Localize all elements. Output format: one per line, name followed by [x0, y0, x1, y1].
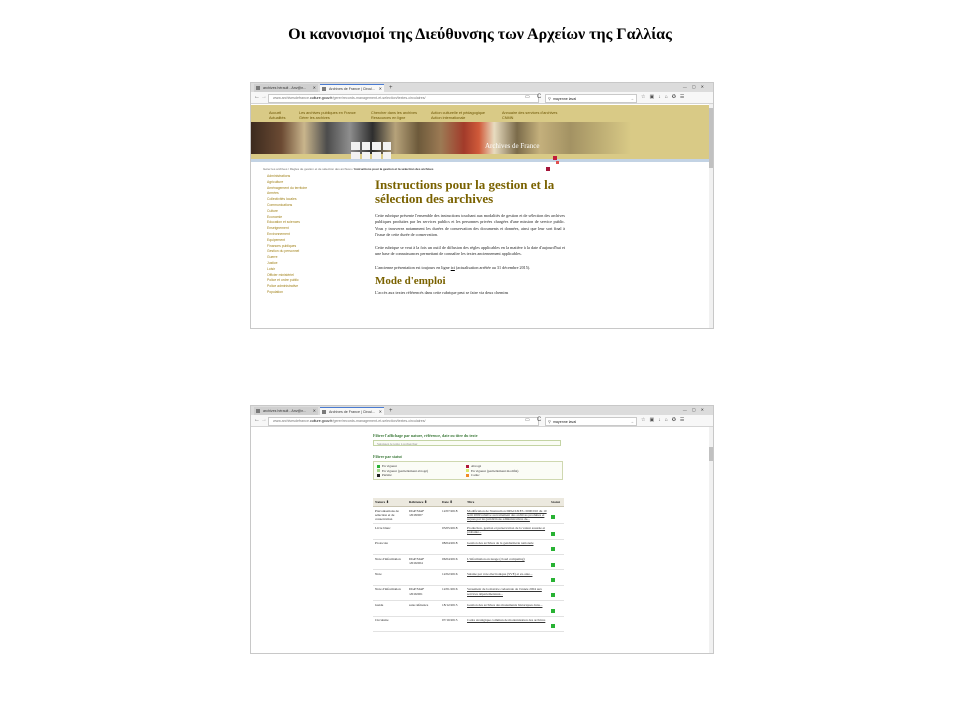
status-color-icon: [377, 465, 380, 468]
slide-title: Οι κανονισμοί της Διεύθυνσης των Αρχείων της Γαλλίας: [288, 26, 672, 43]
column-header-nature[interactable]: Nature ⬍: [373, 498, 407, 507]
sidebar-item[interactable]: Gestion du personnel: [267, 249, 300, 254]
table-row: Guide sans référence 18/12/2015 Gestion des archives des monuments historiques dans...: [373, 601, 564, 616]
search-go-icon[interactable]: →: [630, 418, 634, 424]
instruction-title-link[interactable]: Gestion des archives de la gendarmerie nationale: [465, 539, 549, 554]
new-tab-button[interactable]: +: [389, 408, 393, 414]
header-bottom-strip: [251, 159, 709, 162]
instruction-title-link[interactable]: Production, gestion et préservation de la valeur assurée et probante...: [465, 524, 549, 539]
search-bar[interactable]: ⚲ mayenne laval →: [545, 94, 637, 103]
status-en-vigueur-icon: [551, 578, 555, 582]
tab-bar: [251, 83, 713, 92]
column-header-reference[interactable]: Référence ⬍: [407, 498, 440, 507]
browser-screenshot-1: [250, 82, 714, 329]
menu-column-3[interactable]: Chercher dans les archives Ressources en ligne: [371, 111, 418, 120]
status-option-abroge[interactable]: Abrogé: [466, 464, 481, 469]
menu-column-5[interactable]: Annuaire des services d'archives CNMN: [502, 111, 558, 120]
instructions-table: [373, 498, 564, 632]
sidebar-item[interactable]: Aménagement du territoire: [267, 185, 308, 190]
search-go-icon[interactable]: →: [630, 95, 634, 101]
sidebar-item[interactable]: Officier ministériel: [267, 272, 294, 277]
menu-column-2[interactable]: Les archives publiques en France Gérer les archives: [299, 111, 356, 120]
table-row: Circulaire 07/10/2015 Cadre stratégique commun de modernisation des archives: [373, 616, 564, 631]
window-controls[interactable]: —▢✕: [682, 84, 709, 89]
status-en-vigueur-icon: [551, 532, 555, 536]
table-row: Note d'information DGP/SIAF /2016/004 06/04/2016 L'information en nuage (cloud computing): [373, 555, 564, 570]
status-color-icon: [377, 474, 380, 477]
main-content: [375, 178, 565, 296]
status-color-icon: [466, 465, 469, 468]
column-header-titre[interactable]: Titre: [465, 498, 549, 507]
status-en-vigueur-icon: [551, 593, 555, 597]
menu-column-1[interactable]: Accueil Actualités: [269, 111, 286, 120]
back-button[interactable]: ←: [254, 94, 260, 100]
table-row: Protocole 08/04/2018 Gestion des archives de la gendarmerie nationale: [373, 539, 564, 554]
sidebar-item[interactable]: Guerre: [267, 255, 278, 260]
old-version-link[interactable]: ici: [450, 264, 455, 270]
browser-tab-archives-herault[interactable]: archives hérault - Anv@n... ✕: [254, 84, 318, 92]
filter-title: Filtrer l'affichage par nature, référence, date ou titre du texte: [373, 433, 478, 438]
search-icon: ⚲: [548, 95, 551, 101]
status-option-en-vigueur[interactable]: En vigueur: [377, 464, 397, 469]
sidebar-item[interactable]: Police administrative: [267, 284, 299, 289]
sidebar-item[interactable]: Equipement: [267, 237, 286, 242]
instruction-title-link[interactable]: Modification de l'instruction DPACI/RES /2000/010 du 10 août 2009 relative au traitement des archives produites et reçues par les juridictions administratives de...: [465, 507, 549, 524]
status-filter-title: Filtrer par statut: [373, 454, 402, 459]
old-version-paragraph: L'ancienne présentation est toujours en ligne ici (actualisation arrêtée au 31 décembre 2015).: [375, 264, 531, 270]
window-controls[interactable]: —▢✕: [682, 407, 709, 412]
scrollbar-thumb[interactable]: [709, 108, 713, 168]
sidebar-item[interactable]: Agriculture: [267, 179, 284, 184]
sidebar-nav: [267, 174, 307, 296]
status-color-icon: [466, 469, 469, 472]
close-tab-icon[interactable]: ✕: [312, 408, 316, 413]
browser-tab-archives-herault[interactable]: archives hérault - Anv@n... ✕: [254, 407, 318, 415]
reader-view-icon[interactable]: ▭: [525, 94, 530, 100]
status-en-vigueur-icon: [551, 563, 555, 567]
sidebar-item[interactable]: Communications: [267, 202, 293, 207]
back-button[interactable]: ←: [254, 417, 260, 423]
sidebar-item[interactable]: Police et ordre public: [267, 278, 299, 283]
forward-button[interactable]: →: [261, 417, 267, 423]
site-header-banner: [251, 105, 709, 159]
column-header-statut[interactable]: Statut: [549, 498, 564, 507]
status-filter-box: [373, 461, 563, 480]
usage-paragraph: L'accès aux textes référencés dans cette rubrique peut se faire via deux chemins: [375, 290, 509, 296]
sidebar-item[interactable]: Armées: [267, 191, 279, 196]
status-en-vigueur-icon: [551, 624, 555, 628]
instruction-title-link[interactable]: Gestion des archives des monuments historiques dans...: [465, 601, 549, 616]
toolbar-icons[interactable]: ☆▣↓⌂✪☰: [641, 94, 689, 100]
reload-button[interactable]: C: [537, 94, 542, 100]
browser-tab-archives-de-france[interactable]: Archives de France | Circul... ✕: [320, 84, 384, 92]
status-en-vigueur-icon: [551, 515, 555, 519]
page-title: Instructions pour la gestion et la sélection des archives: [375, 177, 555, 206]
section-heading: Mode d'emploi: [375, 275, 446, 288]
new-tab-button[interactable]: +: [389, 85, 393, 91]
breadcrumb: Gérer les archives / Règles de gestion et de sélection des archives / Instructions pour la gestion et la sélection des archives: [263, 167, 434, 171]
status-en-vigueur-icon: [551, 609, 555, 613]
sidebar-item[interactable]: Finances publiques: [267, 243, 297, 248]
table-header-row: [373, 498, 564, 507]
browser-tab-archives-de-france[interactable]: Archives de France | Circul... ✕: [320, 407, 384, 415]
sidebar-item[interactable]: Loisir: [267, 266, 276, 271]
toolbar-icons[interactable]: ☆▣↓⌂✪☰: [641, 417, 689, 423]
favicon-icon: [256, 86, 260, 90]
archive-boxes-image: [351, 142, 391, 160]
table-row: Note d'information DGP/SIAF /2016/001 12/01/2016 Versement de la matrice cadastrale de l'année 2004 aux services départementaux...: [373, 585, 564, 600]
instruction-title-link[interactable]: L'information en nuage (cloud computing): [465, 555, 549, 570]
sidebar-item[interactable]: Collectivités locales: [267, 197, 297, 202]
browser-screenshot-2: [250, 405, 714, 654]
menu-column-4[interactable]: Action culturelle et pédagogique Action internationale: [431, 111, 486, 120]
accent-square-icon: [553, 156, 557, 160]
favicon-icon: [256, 409, 260, 413]
close-tab-icon[interactable]: ✕: [312, 85, 316, 90]
scrollbar[interactable]: [709, 427, 713, 653]
status-color-icon: [466, 474, 469, 477]
navigation-bar: [251, 92, 713, 104]
scrollbar[interactable]: [709, 104, 713, 328]
sidebar-item[interactable]: Administrations: [267, 174, 291, 178]
status-option-perime[interactable]: Périmé: [377, 473, 392, 478]
close-tab-icon[interactable]: ✕: [378, 409, 382, 414]
favicon-icon: [322, 410, 326, 414]
column-header-date[interactable]: Date ⬍: [440, 498, 465, 507]
sidebar-item[interactable]: Population: [267, 289, 284, 294]
instruction-title-link[interactable]: Saisine par voie électronique (SVE) et ex-ante...: [465, 570, 549, 585]
instruction-title-link[interactable]: Versement de la matrice cadastrale de l'année 2004 aux services départementaux...: [465, 585, 549, 600]
sidebar-item[interactable]: Enseignement: [267, 226, 289, 231]
status-en-vigueur-icon: [551, 547, 555, 551]
purpose-paragraph: Cette rubrique se veut à la fois un outil de diffusion des règles applicables en la matière à la date d'aujourd'hui et une base de connaissances permettant de connaître les textes anciennement applicables.: [375, 245, 565, 257]
table-row: Livre blanc 03/05/2018 Production, gestion et préservation de la valeur assurée et probante...: [373, 524, 564, 539]
sidebar-item[interactable]: Environnement: [267, 231, 290, 236]
navigation-bar: [251, 415, 713, 427]
search-icon: ⚲: [548, 418, 551, 424]
reader-view-icon[interactable]: ▭: [525, 417, 530, 423]
header-photo-collage: [251, 122, 631, 154]
filter-search-input[interactable]: Saisissez le texte à rechercher: [373, 440, 561, 446]
instruction-title-link[interactable]: Cadre stratégique commun de modernisation des archives: [465, 616, 549, 631]
table-row: Préconisations de sélection et de conservation DGP/SIAF /2018/007 12/07/2018 Modification de l'instruction DPACI/RES /2000/010 du 10 août 2009 relative au traitement des archives produites et reçues par les juridictions administratives de...: [373, 507, 564, 524]
url-bar[interactable]: www.archivesdefrance.culture.gouv.fr/gerer/records-management-et-selection/textes-circulaires/: [268, 417, 539, 426]
scrollbar-thumb[interactable]: [709, 447, 713, 461]
status-option-caduc[interactable]: Caduc: [466, 473, 480, 478]
reload-button[interactable]: C: [537, 417, 542, 423]
sidebar-item[interactable]: Culture: [267, 208, 278, 213]
table-row: Note 12/02/2016 Saisine par voie électronique (SVE) et ex-ante...: [373, 570, 564, 585]
site-brand: Archives de France: [485, 142, 540, 150]
close-tab-icon[interactable]: ✕: [378, 86, 382, 91]
sidebar-item[interactable]: Economie: [267, 214, 283, 219]
accent-square-icon: [546, 167, 550, 171]
intro-paragraph: Cette rubrique présente l'ensemble des instructions touchant aux modalités de gestion et de sélection des archives publiques produites par les services publics et les personnes privées chargées d'une mission de service public. Vous y trouverez notamment les durées de conservation des documents et données, ainsi que leur sort final à l'issue de cette durée de conservation.: [375, 213, 565, 237]
accent-square-icon: [556, 161, 559, 164]
status-option-partiellement-abroge[interactable]: En vigueur (partiellement abrogé): [377, 469, 428, 474]
sidebar-item[interactable]: Justice: [267, 260, 278, 265]
forward-button[interactable]: →: [261, 94, 267, 100]
url-bar[interactable]: www.archivesdefrance.culture.gouv.fr/gerer/records-management-et-selection/textes-circulaires/: [268, 94, 539, 103]
favicon-icon: [322, 87, 326, 91]
tab-bar: [251, 406, 713, 415]
status-option-partiellement-modifie[interactable]: En vigueur (partiellement modifié): [466, 469, 518, 474]
status-color-icon: [377, 469, 380, 472]
sidebar-item[interactable]: Education et sciences: [267, 220, 300, 225]
search-bar[interactable]: ⚲ mayenne laval →: [545, 417, 637, 426]
